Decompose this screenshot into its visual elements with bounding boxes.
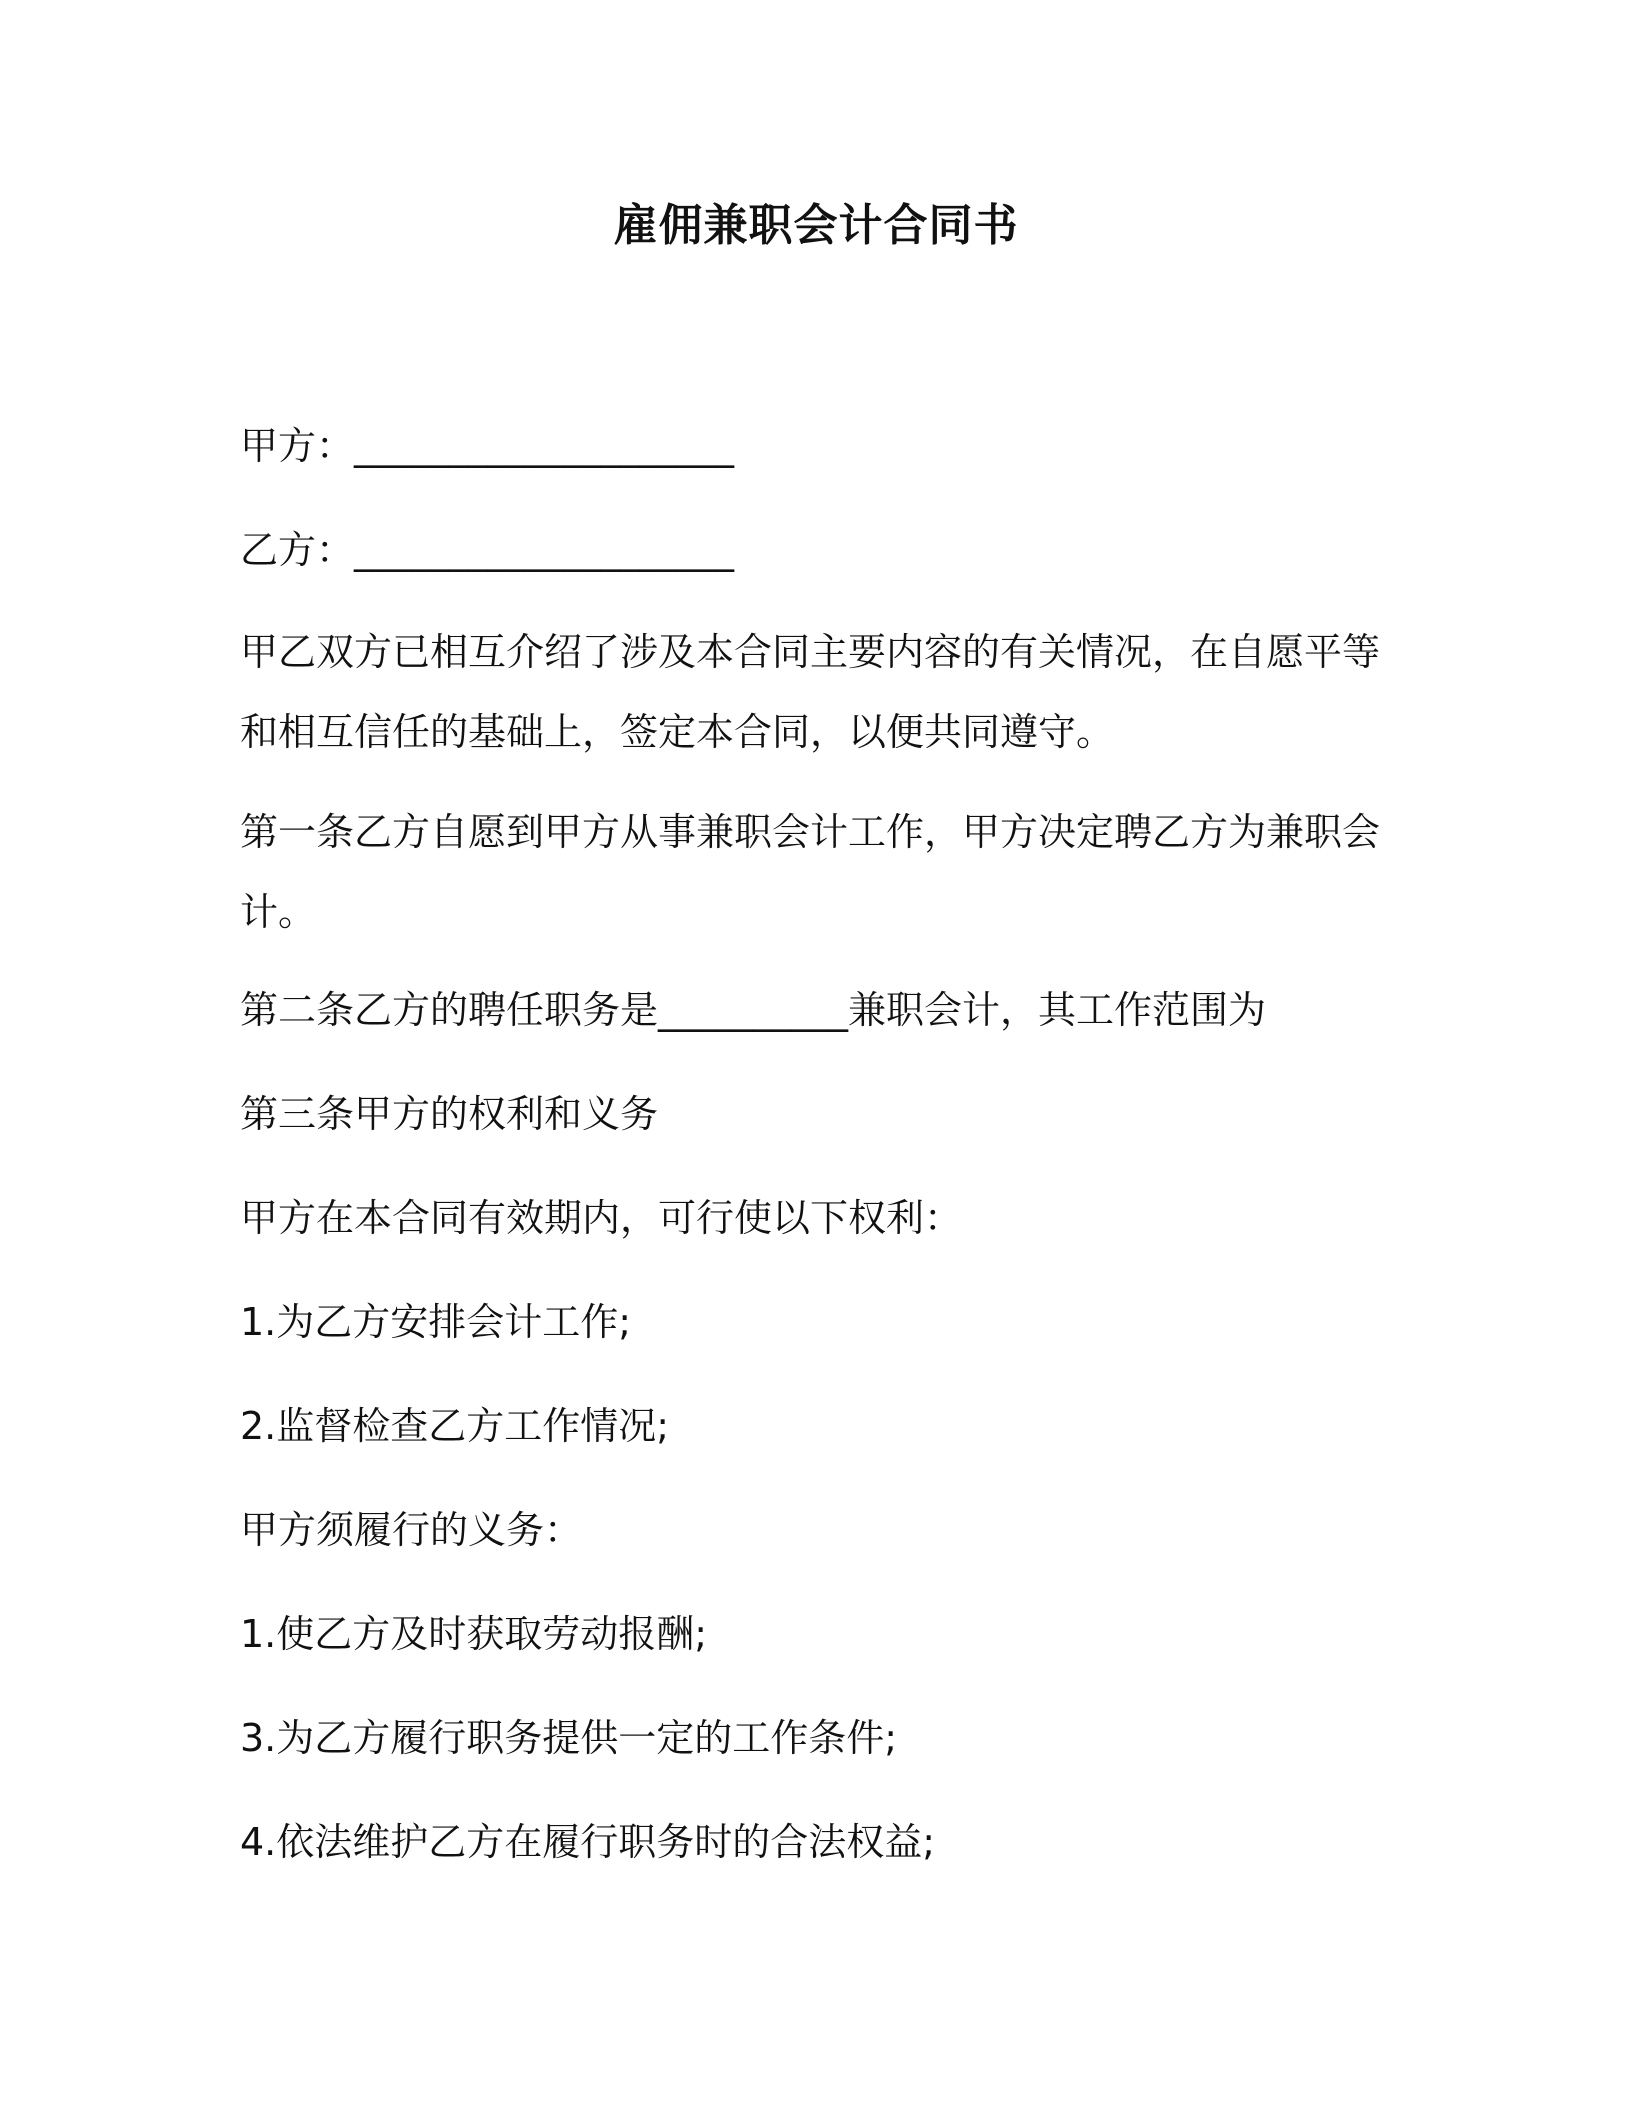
rights-item-1: 1.为乙方安排会计工作; <box>240 1300 632 1344</box>
rights-item-2: 2.监督检查乙方工作情况; <box>240 1404 670 1448</box>
article-1-line-1: 第一条乙方自愿到甲方从事兼职会计工作，甲方决定聘乙方为兼职会 <box>240 810 1381 854</box>
article-2-line: 第二条乙方的聘任职务是__________兼职会计，其工作范围为 <box>240 988 1267 1032</box>
intro-line-2: 和相互信任的基础上，签定本合同，以便共同遵守。 <box>240 710 1115 754</box>
party-b-line: 乙方：____________________ <box>240 528 735 572</box>
obligations-item-1: 1.使乙方及时获取劳动报酬; <box>240 1612 708 1656</box>
contract-title: 雇佣兼职会计合同书 <box>613 200 1019 251</box>
article-1-line-2: 计。 <box>240 890 317 934</box>
party-a-line: 甲方：____________________ <box>240 424 735 468</box>
party-a-rights-heading: 甲方在本合同有效期内，可行使以下权利： <box>240 1196 963 1240</box>
party-a-obligations-heading: 甲方须履行的义务： <box>240 1508 583 1552</box>
article-3-heading: 第三条甲方的权利和义务 <box>240 1092 659 1136</box>
obligations-item-4: 4.依法维护乙方在履行职务时的合法权益; <box>240 1820 936 1864</box>
intro-line-1: 甲乙双方已相互介绍了涉及本合同主要内容的有关情况，在自愿平等 <box>240 630 1381 674</box>
obligations-item-3: 3.为乙方履行职务提供一定的工作条件; <box>240 1716 898 1760</box>
